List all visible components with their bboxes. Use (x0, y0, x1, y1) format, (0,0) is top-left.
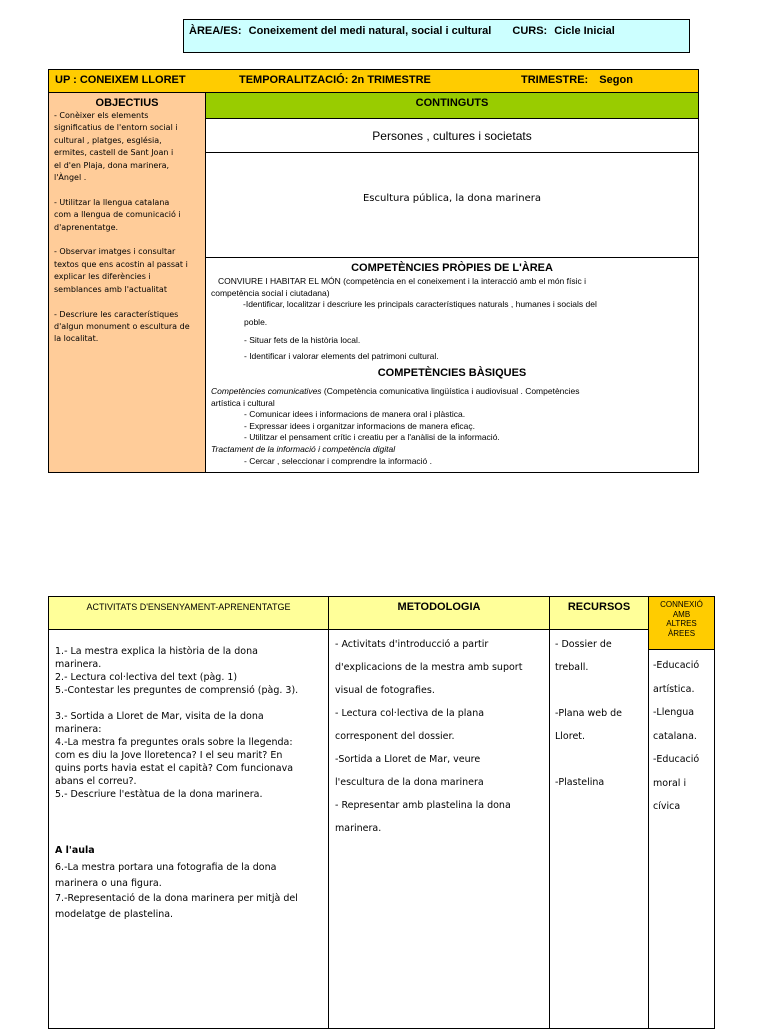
curs-value: Cicle Inicial (554, 25, 615, 37)
activitats-cell (48, 629, 329, 1029)
connexio-header-line: ÀREES (667, 628, 696, 638)
competencies-comunicatives-title: Competències comunicatives (211, 386, 322, 396)
recursos-line: -Plana web de (555, 708, 623, 719)
metodologia-line: - Activitats d'introducció a partir (335, 639, 489, 650)
unit-bar (48, 69, 699, 93)
recursos-line (555, 679, 622, 702)
activitats-line: 2.- Lectura col·lectiva del text (pàg. 1) (55, 672, 238, 683)
activitats-line: marinera. (55, 659, 102, 670)
metodologia-line: corresponent del dossier. (335, 731, 455, 742)
area-value: Coneixement del medi natural, social i cultural (248, 25, 492, 37)
activitats-line: 5.- Descriure l'estàtua de la dona marinera. (55, 789, 263, 800)
activitats-line: com es diu la Jove lloretenca? I el seu marit? En (55, 750, 283, 761)
objectius-line: d'aprenentatge. (54, 222, 119, 232)
competencies-comunicatives-detail: (Competència comunicativa lingüística i audiovisual . Competències (321, 386, 580, 396)
continguts-content: Escultura pública, la dona marinera (362, 193, 542, 204)
competencies-comunicatives-item: - Comunicar idees i informacions de manera oral i plàstica. (244, 409, 466, 419)
connexio-header (648, 596, 715, 650)
activitats-list (55, 645, 298, 801)
aula-line: 7.-Representació de la dona marinera per mitjà del (55, 893, 298, 904)
tractament-item: - Cercar , seleccionar i comprendre la informació . (244, 456, 433, 466)
objectius-line: la localitat. (54, 334, 99, 344)
area-header (183, 19, 690, 53)
connexio-line: -Educació (653, 660, 700, 671)
aula-line: marinera o una figura. (55, 877, 162, 889)
metodologia-header-label: METODOLOGIA (397, 601, 481, 613)
aula-line: 6.-La mestra portara una fotografia de la dona (55, 862, 277, 873)
competencies-area-item-1b: poble. (244, 317, 268, 327)
aula-line: modelatge de plastelina. (55, 908, 174, 920)
activitats-line: 3.- Sortida a Lloret de Mar, visita de la dona (55, 711, 264, 722)
trimestre-label: TRIMESTRE: (521, 74, 589, 86)
metodologia-line: d'explicacions de la mestra amb suport (335, 662, 523, 673)
competencies-area-intro-1: CONVIURE I HABITAR EL MÓN (competència en el coneixement i la interacció amb el món físic i (218, 276, 586, 286)
objectius-line: cultural , platges, església, (54, 135, 162, 145)
recursos-list (555, 633, 622, 794)
recursos-line (555, 748, 622, 771)
unit-up: UP : CONEIXEM LLORET (55, 74, 186, 86)
metodologia-line: visual de fotografies. (335, 685, 435, 696)
objectius-panel (48, 92, 206, 473)
objectius-line: explicar les diferències i (54, 272, 151, 282)
connexio-line: cívica (653, 801, 681, 812)
temporalitzacio: TEMPORALITZACIÓ: 2n TRIMESTRE (239, 74, 431, 86)
objectius-line: semblances amb l'actualitat (54, 284, 167, 294)
objectius-line: - Utilitzar la llengua catalana (54, 197, 170, 207)
competencies-area-intro-2: competència social i ciutadana) (211, 288, 330, 298)
activitats-line: 1.- La mestra explica la història de la dona (55, 646, 258, 657)
competencies-area-title: COMPETÈNCIES PRÒPIES DE L'ÀREA (351, 262, 553, 274)
connexio-line: -Educació (653, 754, 700, 765)
connexio-line: artística. (653, 683, 695, 695)
tractament-title: Tractament de la informació i competència digital (211, 444, 396, 454)
continguts-title: CONTINGUTS (415, 97, 489, 109)
metodologia-line: - Representar amb plastelina la dona (335, 800, 511, 811)
competencies-cell (205, 257, 699, 473)
metodologia-line: - Lectura col·lectiva de la plana (335, 708, 485, 719)
objectius-line: com a llengua de comunicació i (54, 210, 181, 220)
connexio-header-line: AMB (672, 609, 691, 619)
competencies-area-item-3: - Identificar i valorar elements del patrimoni cultural. (244, 351, 439, 361)
objectius-line (54, 234, 205, 246)
connexio-cell (648, 649, 715, 1029)
activitats-line: abans el correu?. (55, 776, 137, 787)
objectius-line: ermites, castell de Sant Joan i (54, 148, 174, 158)
trimestre-value: Segon (599, 74, 633, 86)
recursos-line: -Plastelina (555, 777, 605, 788)
objectius-line: significatius de l'entorn social i (54, 123, 178, 133)
objectius-title: OBJECTIUS (95, 97, 159, 109)
recursos-line: - Dossier de (555, 639, 612, 650)
recursos-line: treball. (555, 662, 589, 673)
competencies-basiques-title: COMPETÈNCIES BÀSIQUES (377, 367, 527, 379)
metodologia-line: -Sortida a Lloret de Mar, veure (335, 754, 481, 765)
metodologia-line: l'escultura de la dona marinera (335, 777, 484, 788)
objectius-line: l'Àngel . (54, 173, 87, 183)
metodologia-header (328, 596, 550, 630)
activitats-line: 5.-Contestar les preguntes de comprensió (pàg. 3). (55, 685, 299, 696)
competencies-comunicatives-list (244, 409, 500, 444)
activitats-line (55, 697, 298, 710)
connexio-list (653, 654, 699, 819)
competencies-comunicatives-item: - Utilitzar el pensament crític i creatiu per a l'anàlisi de la informació. (244, 432, 500, 442)
competencies-area-item-1a: -Identificar, localitzar i descriure les principals característiques naturals , humanes i socials del (243, 299, 597, 309)
metodologia-cell (328, 629, 550, 1029)
connexio-line: -Llengua (653, 707, 695, 718)
curs-label: CURS: (512, 25, 548, 37)
continguts-content-cell (205, 152, 699, 258)
aula-title: A l'aula (55, 845, 95, 856)
objectius-line: - Observar imatges i consultar (54, 247, 176, 257)
activitats-header (48, 596, 329, 630)
recursos-line: Lloret. (555, 731, 586, 742)
continguts-subtitle: Persones , cultures i societats (372, 129, 532, 143)
connexio-header-label (649, 600, 714, 638)
aula-list (55, 860, 298, 922)
competencies-comunicatives-item: - Expressar idees i organitzar informacions de manera eficaç. (244, 420, 476, 431)
recursos-header-label: RECURSOS (567, 601, 631, 613)
objectius-line (54, 184, 205, 196)
objectius-line: - Conèixer els elements (54, 111, 149, 120)
recursos-header (549, 596, 649, 630)
connexio-header-line: CONNEXIÓ (660, 600, 703, 609)
connexio-header-line: ALTRES (666, 619, 697, 628)
continguts-header (205, 92, 699, 119)
continguts-subtitle-cell (205, 118, 699, 153)
metodologia-line: marinera. (335, 823, 382, 834)
objectius-line (54, 296, 205, 308)
activitats-line: marinera: (55, 724, 102, 735)
recursos-cell (549, 629, 649, 1029)
activitats-line: quins ports havia estat el capità? Com funcionava (55, 763, 294, 774)
activitats-line: 4.-La mestra fa preguntes orals sobre la llegenda: (55, 737, 293, 748)
connexio-line: catalana. (653, 730, 697, 742)
competencies-area-item-2: - Situar fets de la història local. (244, 335, 361, 345)
metodologia-list (335, 633, 522, 840)
objectius-line: el d'en Plaja, dona marinera, (54, 160, 170, 170)
objectius-line: - Descriure les característiques (54, 309, 179, 319)
connexio-line: moral i (653, 777, 687, 789)
objectius-line: d'algun monument o escultura de (54, 321, 190, 331)
objectius-list (49, 109, 205, 346)
objectius-line: textos que ens acostin al passat i (54, 259, 188, 269)
competencies-comunicatives-line2: artística i cultural (211, 398, 275, 408)
activitats-header-label: ACTIVITATS D'ENSENYAMENT-APRENENTATGE (86, 602, 291, 612)
area-label: ÀREA/ES: (189, 25, 242, 37)
